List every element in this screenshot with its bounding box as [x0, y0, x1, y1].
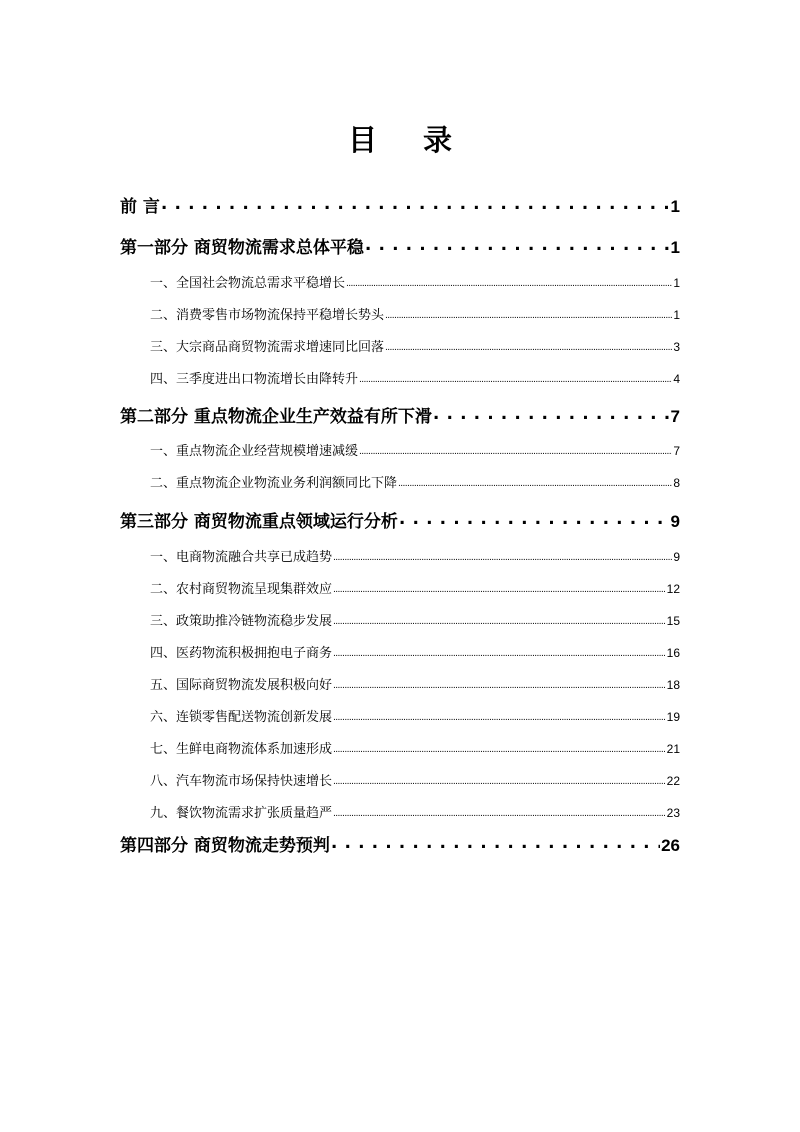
toc-entry-label: 四、三季度进出口物流增长由降转升	[150, 372, 359, 387]
dot-leader	[398, 472, 672, 490]
toc-entry-part3-item6[interactable]	[150, 706, 680, 724]
toc-entry-label: 五、国际商贸物流发展积极向好	[150, 678, 333, 693]
toc-entry-label: 三、政策助推冷链物流稳步发展	[150, 614, 333, 629]
toc-entry-part2[interactable]	[120, 402, 680, 426]
dot-leader	[385, 336, 672, 354]
toc-entry-label: 前 言	[120, 197, 160, 217]
dot-leader	[161, 192, 670, 216]
toc-page-number: 1	[670, 238, 680, 257]
toc-entry-label: 八、汽车物流市场保持快速增长	[150, 774, 333, 789]
toc-entry-part3-item5[interactable]	[150, 674, 680, 692]
toc-page-number: 7	[670, 407, 680, 426]
toc-page-number: 21	[666, 742, 680, 756]
toc-page-number: 23	[666, 806, 680, 820]
toc-entry-label: 四、医药物流积极拥抱电子商务	[150, 646, 333, 661]
dot-leader	[331, 831, 660, 855]
toc-page-number: 4	[673, 372, 680, 386]
toc-page-number: 1	[673, 308, 680, 322]
toc-page-number: 22	[666, 774, 680, 788]
toc-page-number: 3	[673, 340, 680, 354]
toc-entry-part1-item4[interactable]	[150, 368, 680, 386]
toc-entry-part3-item3[interactable]	[150, 610, 680, 628]
toc-page-number: 9	[670, 512, 680, 531]
toc-entry-label: 二、农村商贸物流呈现集群效应	[150, 582, 333, 597]
toc-page-number: 16	[666, 646, 680, 660]
toc-entry-label: 六、连锁零售配送物流创新发展	[150, 710, 333, 725]
dot-leader	[385, 304, 672, 322]
toc-entry-label: 七、生鲜电商物流体系加速形成	[150, 742, 333, 757]
toc-entry-part4[interactable]	[120, 831, 680, 855]
toc-page-number: 15	[666, 614, 680, 628]
toc-page-number: 8	[673, 476, 680, 490]
toc-entry-part1-item1[interactable]	[150, 272, 680, 290]
dot-leader	[333, 802, 666, 820]
toc-entry-part1-item2[interactable]	[150, 304, 680, 322]
toc-entry-label: 二、重点物流企业物流业务利润额同比下降	[150, 476, 398, 491]
toc-entry-label: 第二部分 重点物流企业生产效益有所下滑	[120, 407, 432, 427]
toc-entry-part1[interactable]	[120, 233, 680, 257]
toc-page-number: 19	[666, 710, 680, 724]
toc-entry-preface[interactable]	[120, 192, 680, 216]
toc-entry-part2-item2[interactable]	[150, 472, 680, 490]
toc-page-number: 9	[673, 550, 680, 564]
toc-page-number: 7	[673, 444, 680, 458]
dot-leader	[365, 233, 670, 257]
dot-leader	[333, 738, 666, 756]
toc-title: 目 录	[347, 123, 471, 157]
toc-entry-part3-item8[interactable]	[150, 770, 680, 788]
toc-entry-label: 一、电商物流融合共享已成趋势	[150, 550, 333, 565]
dot-leader	[333, 578, 666, 596]
dot-leader	[333, 770, 666, 788]
dot-leader	[333, 610, 666, 628]
toc-entry-part3-item1[interactable]	[150, 546, 680, 564]
toc-entry-label: 九、餐饮物流需求扩张质量趋严	[150, 806, 333, 821]
toc-entry-label: 一、重点物流企业经营规模增速减缓	[150, 444, 359, 459]
dot-leader	[333, 546, 672, 564]
toc-entry-label: 三、大宗商品商贸物流需求增速同比回落	[150, 340, 385, 355]
toc-entry-part2-item1[interactable]	[150, 440, 680, 458]
toc-entry-part3[interactable]	[120, 507, 680, 531]
toc-entry-part3-item4[interactable]	[150, 642, 680, 660]
toc-page-number: 1	[670, 197, 680, 216]
dot-leader	[399, 507, 670, 531]
toc-page-number: 18	[666, 678, 680, 692]
toc-entry-part3-item7[interactable]	[150, 738, 680, 756]
toc-page-number: 12	[666, 582, 680, 596]
toc-page-number: 26	[661, 836, 680, 855]
dot-leader	[359, 440, 672, 458]
toc-entry-part1-item3[interactable]	[150, 336, 680, 354]
toc-page-number: 1	[673, 276, 680, 290]
dot-leader	[333, 642, 666, 660]
toc-entry-label: 第一部分 商贸物流需求总体平稳	[120, 238, 364, 258]
dot-leader	[359, 368, 672, 386]
toc-entry-label: 第四部分 商贸物流走势预判	[120, 836, 330, 856]
dot-leader	[433, 402, 670, 426]
dot-leader	[333, 706, 666, 724]
toc-entry-label: 一、全国社会物流总需求平稳增长	[150, 276, 346, 291]
toc-entry-part3-item9[interactable]	[150, 802, 680, 820]
toc-entry-label: 二、消费零售市场物流保持平稳增长势头	[150, 308, 385, 323]
toc-entry-part3-item2[interactable]	[150, 578, 680, 596]
toc-entry-label: 第三部分 商贸物流重点领域运行分析	[120, 512, 398, 532]
dot-leader	[333, 674, 666, 692]
dot-leader	[346, 272, 672, 290]
